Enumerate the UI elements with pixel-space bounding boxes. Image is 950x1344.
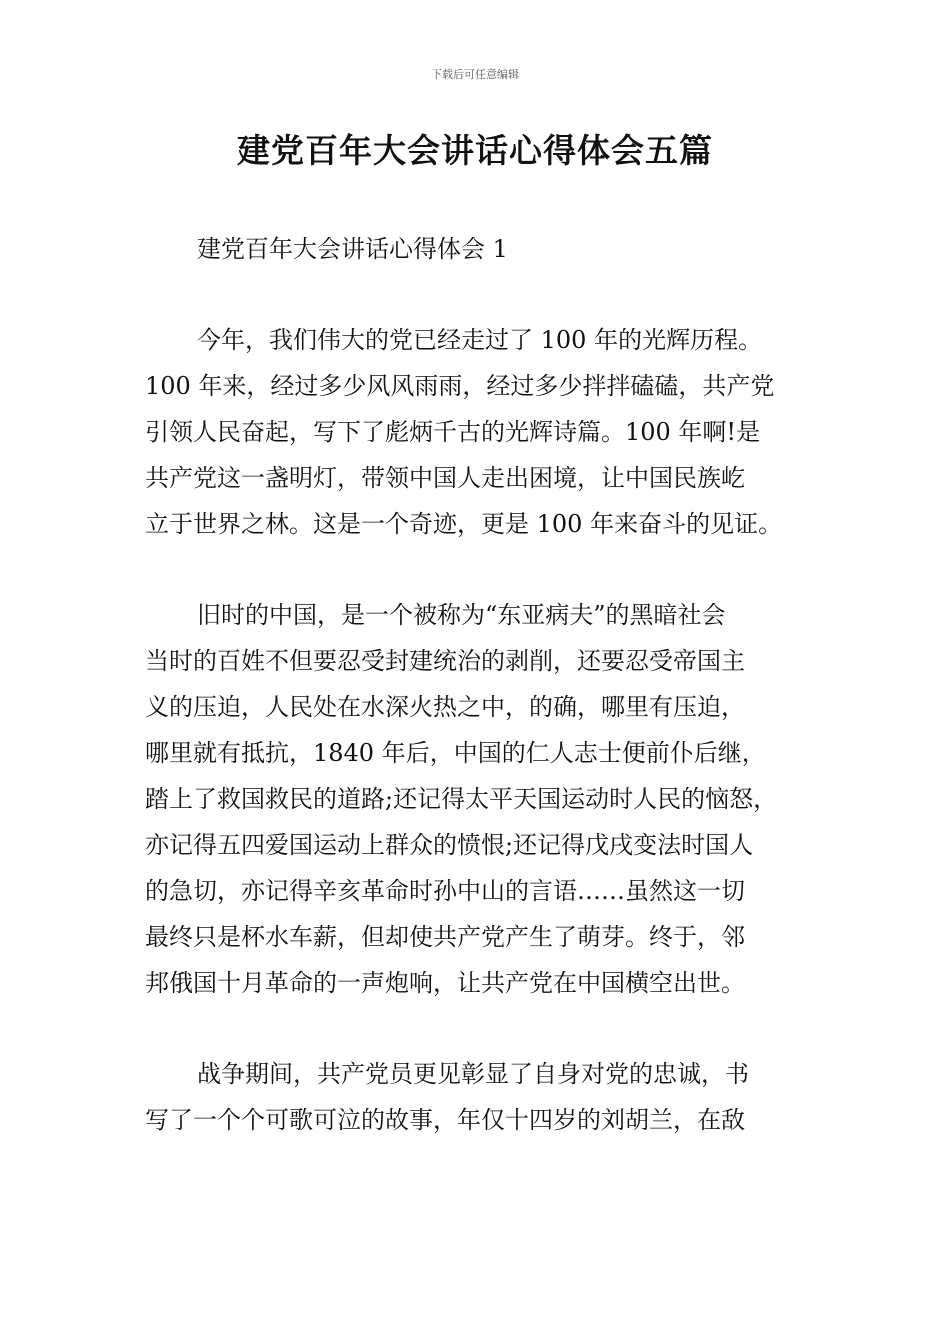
text-line: 亦记得五四爱国运动上群众的愤恨;还记得戊戌变法时国人	[145, 831, 754, 859]
text-line: 踏上了救国救民的道路;还记得太平天国运动时人民的恼怒，	[145, 785, 778, 813]
text-line: 共产党这一盏明灯，带领中国人走出困境，让中国民族屹	[145, 464, 745, 492]
text-line: 哪里就有抵抗，1840 年后，中国的仁人志士便前仆后继，	[145, 739, 766, 767]
text-line: 战争期间，共产党员更见彰显了自身对党的忠诚，书	[197, 1060, 749, 1088]
section-subheading: 建党百年大会讲话心得体会 1	[197, 235, 508, 263]
text-line: 引领人民奋起，写下了彪炳千古的光辉诗篇。100 年啊!是	[145, 418, 761, 446]
text-line: 写了一个个可歌可泣的故事，年仅十四岁的刘胡兰，在敌	[145, 1106, 745, 1134]
text-line: 旧时的中国，是一个被称为“东亚病夫”的黑暗社会	[197, 601, 726, 629]
text-line: 邦俄国十月革命的一声炮响，让共产党在中国横空出世。	[145, 969, 745, 997]
paragraph-2	[145, 592, 817, 1006]
header-note: 下载后可任意编辑	[431, 68, 519, 81]
text-line: 的急切，亦记得辛亥革命时孙中山的言语……虽然这一切	[145, 877, 745, 905]
text-line: 义的压迫，人民处在水深火热之中，的确，哪里有压迫，	[145, 693, 745, 721]
paragraph-3	[145, 1051, 817, 1143]
text-line: 100 年来，经过多少风风雨雨，经过多少拌拌磕磕，共产党	[145, 372, 775, 400]
text-line: 今年，我们伟大的党已经走过了 100 年的光辉历程。	[197, 326, 763, 354]
paragraph-1	[145, 317, 817, 547]
text-line: 立于世界之林。这是一个奇迹，更是 100 年来奋斗的见证。	[145, 510, 783, 538]
document-title: 建党百年大会讲话心得体会五篇	[237, 131, 713, 170]
text-line: 最终只是杯水车薪，但却使共产党产生了萌芽。终于，邻	[145, 923, 745, 951]
text-line: 当时的百姓不但要忍受封建统治的剥削，还要忍受帝国主	[145, 647, 745, 675]
document-body	[145, 226, 817, 1188]
